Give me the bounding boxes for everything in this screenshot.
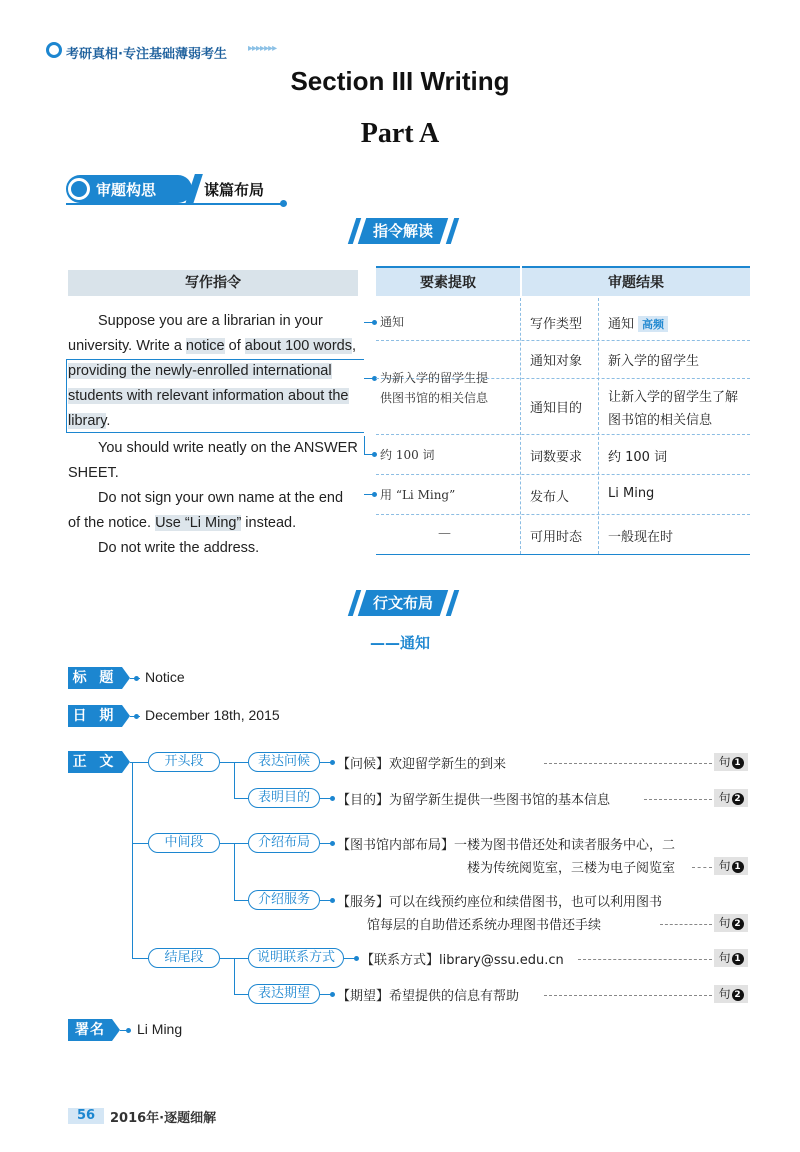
row-line-bottom xyxy=(376,554,750,555)
row-line-1 xyxy=(376,340,750,341)
banner-layout: 行文布局 xyxy=(358,590,448,616)
item5-text: 【联系方式】library@ssu.edu.cn xyxy=(361,953,564,968)
part-title: Part A xyxy=(360,118,440,149)
instruction-line-9: of the notice. Use “Li Ming” instead. xyxy=(68,515,297,531)
key-type: 写作类型 xyxy=(530,317,583,332)
instructions-header: 写作指令 xyxy=(68,270,358,296)
item3-dashes xyxy=(692,867,712,868)
key-audience: 通知对象 xyxy=(530,354,583,369)
item3-text-2: 楼为传统阅览室，三楼为电子阅览室 xyxy=(467,861,676,876)
para-middle: 中间段 xyxy=(148,833,220,853)
pill-purpose: 表明目的 xyxy=(248,788,320,808)
connector-3-vert xyxy=(364,436,365,454)
item1-text: 【问候】欢迎留学新生的到来 xyxy=(337,757,507,772)
key-words: 词数要求 xyxy=(530,450,583,465)
pill-expectation: 表达期望 xyxy=(248,984,320,1004)
extract-none: — xyxy=(438,526,451,541)
item6-dashes xyxy=(544,995,712,996)
table-divider-main xyxy=(520,298,521,554)
label-body: 正 文 xyxy=(68,751,122,773)
row-line-3 xyxy=(376,434,750,435)
item4-text-2: 馆每层的自助借还系统办理图书借还手续 xyxy=(367,918,602,933)
banner-bar-right xyxy=(446,218,459,244)
instruction-line-1: Suppose you are a librarian in your xyxy=(98,313,323,329)
item2-text: 【目的】为留学新生提供一些图书馆的基本信息 xyxy=(337,793,611,808)
item3-sentence-tag: 句 1 xyxy=(714,857,748,875)
extract-words: 约 100 词 xyxy=(380,448,435,462)
item4-text: 【服务】可以在线预约座位和续借图书，也可以利用图书 xyxy=(337,895,663,910)
body-trunk xyxy=(132,762,133,958)
label-signature-arrow xyxy=(112,1019,120,1041)
purpose-bracket xyxy=(66,359,364,433)
item4-sentence-tag: 句 2 xyxy=(714,914,748,932)
badge-underline xyxy=(66,203,282,205)
date-dot xyxy=(134,714,139,719)
para-ending: 结尾段 xyxy=(148,948,220,968)
layout-subtitle: ——通知 xyxy=(369,634,430,652)
item2-dashes xyxy=(644,799,712,800)
date-value: December 18th, 2015 xyxy=(145,707,280,723)
item5-dot xyxy=(354,956,359,961)
para-opening: 开头段 xyxy=(148,752,220,772)
label-title: 标 题 xyxy=(68,667,122,689)
end-branch xyxy=(132,958,148,959)
item6-sentence-tag: 句 2 xyxy=(714,985,748,1003)
pill-greeting: 表达问候 xyxy=(248,752,320,772)
section-title: Section III Writing xyxy=(290,66,510,96)
val-tense: 一般现在时 xyxy=(608,530,674,545)
item1-dashes xyxy=(544,763,712,764)
extract-purpose-line-2: 供图书馆的相关信息 xyxy=(380,391,489,405)
val-purpose-1: 让新入学的留学生了解 xyxy=(608,390,739,405)
title-dot xyxy=(134,676,139,681)
pill-layout: 介绍布局 xyxy=(248,833,320,853)
item1-dot xyxy=(330,760,335,765)
item5-sentence-tag: 句 1 xyxy=(714,949,748,967)
key-tense: 可用时态 xyxy=(530,530,583,545)
extract-purpose-line-1: 为新入学的留学生提 xyxy=(380,371,489,385)
key-author: 发布人 xyxy=(530,490,570,505)
mid-link-2 xyxy=(234,900,248,901)
item4-dot xyxy=(330,898,335,903)
val-author: Li Ming xyxy=(608,486,655,501)
item6-dot xyxy=(330,992,335,997)
item2-dot xyxy=(330,796,335,801)
table-header-result: 审题结果 xyxy=(522,266,750,296)
item4-dashes xyxy=(660,924,712,925)
label-body-arrow xyxy=(122,751,130,773)
instruction-line-4: students with relevant information about the xyxy=(68,388,349,404)
extract-notice: 通知 xyxy=(380,315,405,329)
table-divider-inner xyxy=(598,298,599,554)
instruction-line-8: Do not sign your own name at the end xyxy=(98,490,344,506)
label-date-arrow xyxy=(122,705,130,727)
signature-dot xyxy=(126,1028,131,1033)
instruction-line-5: library. xyxy=(68,413,111,429)
item2-sentence-tag: 句 2 xyxy=(714,789,748,807)
row-line-4 xyxy=(376,474,750,475)
connector-dot-1 xyxy=(372,320,377,325)
item3-text: 【图书馆内部布局】一楼为图书借还处和读者服务中心，二 xyxy=(337,838,676,853)
instruction-line-2: university. Write a notice of about 100 words, xyxy=(68,338,357,354)
footer-title: 2016年·逐题细解 xyxy=(110,1111,217,1126)
item5-dashes xyxy=(578,959,712,960)
search-icon xyxy=(46,42,62,58)
val-purpose-2: 图书馆的相关信息 xyxy=(608,413,713,428)
row-line-5 xyxy=(376,514,750,515)
banner-instructions: 指令解读 xyxy=(358,218,448,244)
badge-underline-dot xyxy=(280,200,287,207)
arrow-decoration: ▸▸▸▸▸▸▸ xyxy=(248,43,277,54)
end-link-2 xyxy=(234,994,248,995)
item6-text: 【期望】希望提供的信息有帮助 xyxy=(337,989,520,1004)
page-number: 56 xyxy=(68,1108,104,1124)
pill-services: 介绍服务 xyxy=(248,890,320,910)
label-title-arrow xyxy=(122,667,130,689)
val-type: 通知 高频 xyxy=(608,313,668,332)
banner-2-bar-right xyxy=(446,590,459,616)
connector-dot-3 xyxy=(372,452,377,457)
extract-name: 用 “Li Ming” xyxy=(380,488,456,502)
item1-sentence-tag: 句 1 xyxy=(714,753,748,771)
badge-sub-label: 谋篇布局 xyxy=(204,181,265,199)
instruction-line-6: You should write neatly on the ANSWER xyxy=(98,440,358,456)
instruction-line-10: Do not write the address. xyxy=(98,540,260,556)
item3-dot xyxy=(330,841,335,846)
mid-fork xyxy=(234,843,235,900)
open-link-2 xyxy=(234,798,248,799)
key-purpose: 通知目的 xyxy=(530,401,583,416)
connector-dot-4 xyxy=(372,492,377,497)
series-title: 考研真相·专注基础薄弱考生 xyxy=(66,47,227,62)
label-signature: 署名 xyxy=(68,1019,112,1041)
val-audience: 新入学的留学生 xyxy=(608,354,700,369)
instruction-line-7: SHEET. xyxy=(68,465,119,481)
val-words: 约 100 词 xyxy=(608,450,668,465)
open-fork xyxy=(234,762,235,798)
pill-contact: 说明联系方式 xyxy=(248,948,344,968)
magnifier-icon xyxy=(68,178,90,200)
title-value: Notice xyxy=(145,669,185,685)
signature-value: Li Ming xyxy=(137,1021,183,1037)
badge-main-label: 审题构思 xyxy=(96,181,157,199)
table-header-extract: 要素提取 xyxy=(376,266,520,296)
end-fork xyxy=(234,958,235,994)
instruction-line-3: providing the newly-enrolled international xyxy=(68,363,332,379)
label-date: 日 期 xyxy=(68,705,122,727)
mid-branch xyxy=(132,843,148,844)
